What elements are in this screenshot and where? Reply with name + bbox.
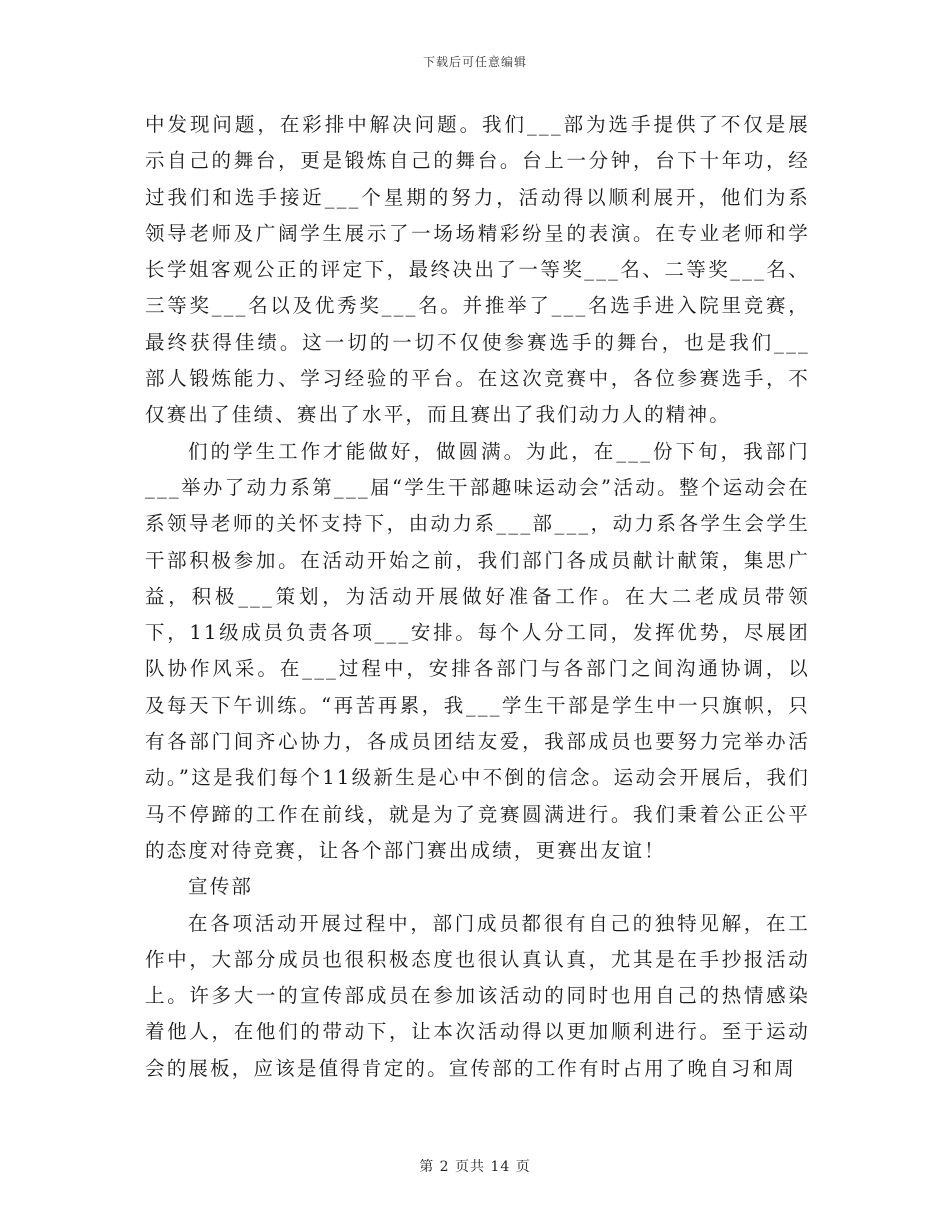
paragraph-3: 在各项活动开展过程中，部门成员都很有自己的独特见解，在工作中，大部分成员也很积极态度也很认真认真，尤其是在手抄报活动上。许多大一的宣传部成员在参加该活动的同时也用自己的热情感染着他人，在他们的带动下，让本次活动得以更加顺利进行。至于运动会的展板，应该是值得肯定的。宣传部的工作有时占用了晚自习和周 — [145, 911, 810, 1080]
paragraph-1: 中发现问题，在彩排中解决问题。我们___部为选手提供了不仅是展示自己的舞台，更是锻炼自己的舞台。台上一分钟，台下十年功，经过我们和选手接近___个星期的努力，活动得以顺利展开，他们为系领导老师及广阔学生展示了一场场精彩纷呈的表演。在专业老师和学长学姐客观公正的评定下，最终决出了一等奖___名、二等奖___名、三等奖___名以及优秀奖___名。并推举了___名选手进入院里竞赛，最终获得佳绩。这一切的一切不仅使参赛选手的舞台，也是我们___部人锻炼能力、学习经验的平台。在这次竞赛中，各位参赛选手，不仅赛出了佳绩、赛出了水平，而且赛出了我们动力人的精神。 — [145, 113, 810, 427]
section-heading-publicity: 宣传部 — [188, 875, 254, 899]
paragraph-2: 们的学生工作才能做好，做圆满。为此，在___份下旬，我部门___举办了动力系第___届“学生干部趣味运动会”活动。整个运动会在系领导老师的关怀支持下，由动力系___部___，动力系各学生会学生干部积极参加。在活动开始之前，我们部门各成员献计献策，集思广益，积极___策划，为活动开展做好准备工作。在大二老成员带领下，11级成员负责各项___安排。每个人分工同，发挥优势，尽展团队协作风采。在___过程中，安排各部门与各部门之间沟通协调，以及每天下午训练。“再苦再累，我___学生干部是学生中一只旗帜，只有各部门间齐心协力，各成员团结友爱，我部成员也要努力完举办活动。”这是我们每个11级新生是心中不倒的信念。运动会开展后，我们马不停蹄的工作在前线，就是为了竞赛圆满进行。我们秉着公正公平的态度对待竞赛，让各个部门赛出成绩，更赛出友谊！ — [145, 439, 810, 862]
page-header: 下载后可任意编辑 — [422, 55, 527, 69]
document-body — [145, 107, 810, 1087]
page-number: 第 2 页共 14 页 — [419, 1159, 531, 1175]
